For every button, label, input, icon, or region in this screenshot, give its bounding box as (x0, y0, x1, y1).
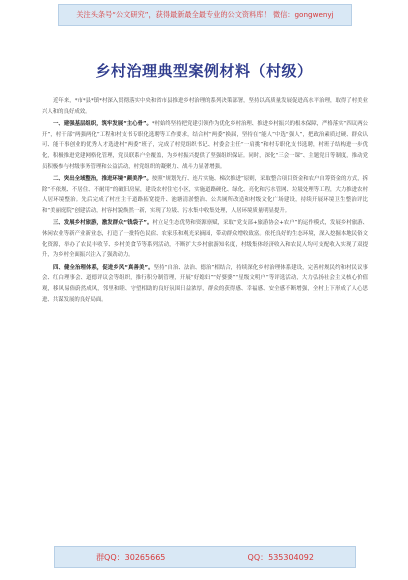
article-paragraph (42, 263, 368, 306)
article-body (42, 96, 368, 526)
paragraph-text: 按照“规划先行、连片实施、梯次推进”原则，采取整合项目资金和农户自筹资金的方式，拆除“不依规、不居住、不耐用”的破旧房屋，建设农村住宅小区，实施道路硬化、绿化、亮化和污水管网、垃圾处理等工程，大力推进农村人居环境整治。先后完成了村庄主干道路拓宽提升、池塘清淤整治、公共厕所改造和村级文化广场建设，持续开展环境卫生整治评比和“美丽庭院”创建活动，村容村貌焕然一新，实现了垃圾、污水集中收集处理，人居环境质量明显提升。 (42, 175, 368, 215)
article-paragraph (42, 218, 368, 261)
paragraph-text: 近年来，*市*县*镇*村深入贯彻落实中央和省市县推进乡村治理的系列决策部署，坚持以高质量发展促进高水平治理，取得了村美业兴人和的良好成效。 (42, 98, 368, 115)
paragraph-text: 村立足生态优势和资源禀赋，采取“党支部+旅游协会+农户”的运作模式，发展乡村旅游、休闲农业等新产业新业态，打造了一批特色民宿、农家乐和观光采摘园，带动群众增收致富。依托良好的生态环境，深入挖掘本地民俗文化资源，举办了农民丰收节、乡村美食节等系列活动，不断扩大乡村旅游知名度，村级集体经济收入和农民人均可支配收入实现了双提升，为乡村全面振兴注入了强劲动力。 (42, 220, 368, 259)
article-paragraph (42, 174, 368, 217)
section-heading: 二、突出全域整治，推进环境“颜美净”。 (53, 175, 152, 182)
qq-contact-label: QQ：535304092 (247, 552, 314, 562)
qq-group-label: 群QQ：30265665 (96, 552, 166, 562)
paragraph-text: *村始终坚持把党建引领作为优化乡村治理、推进乡村振兴的根本保障，严格落实“四议两公开”，村干部“两强两化”工程和村支书专职化选聘等工作要求，结合村“两委”换届，坚持在“能人”中选“强人”，把政治素质过硬、群众认可、能干事创业的优秀人才选进村“两委”班子，完成了村党组织书记、村委会主任“一肩挑”和村专职化支书选聘，村班子结构进一步优化，积极推进党建网格化管理，党员联系户全覆盖，为乡村振兴提供了坚强组织保证。同时，深化“三会一课”、主题党日等制度，推动党员积极参与村级事务管理和公益活动，村党组织的凝聚力、战斗力显著增强。 (42, 120, 368, 170)
section-heading: 四、健全治理体系，促进乡风“真善美”。 (53, 264, 154, 271)
top-banner (58, 4, 352, 26)
section-heading: 一、建强基层组织，筑牢发展“主心骨”。 (53, 120, 152, 127)
bottom-banner (54, 546, 356, 568)
article-paragraph (42, 119, 368, 173)
banner-text: 关注头条号“公文研究”，获得最新最全最专业的公文资料库！ 微信：gongwenyj (76, 10, 334, 19)
paragraph-text: 坚持“自治、法治、德治”相结合，持续深化乡村治理体系建设，完善村规民约和村民议事会、红白理事会、道德评议会等组织，推行积分制管理，开展“好媳妇”“好婆婆”“星级文明户”等评选活动，大力弘扬社会主义核心价值观，移风易俗蔚然成风，邻里和睦、守望相助的良好氛围日益浓厚，群众的获得感、幸福感、安全感不断增强，全村上下形成了人心思进、共谋发展的良好局面。 (42, 264, 368, 303)
section-heading: 三、发展乡村旅游，激发群众“钱袋子”。 (53, 220, 153, 227)
page-title: 乡村治理典型案例材料（村级） (95, 62, 313, 80)
article-paragraph (42, 96, 368, 117)
